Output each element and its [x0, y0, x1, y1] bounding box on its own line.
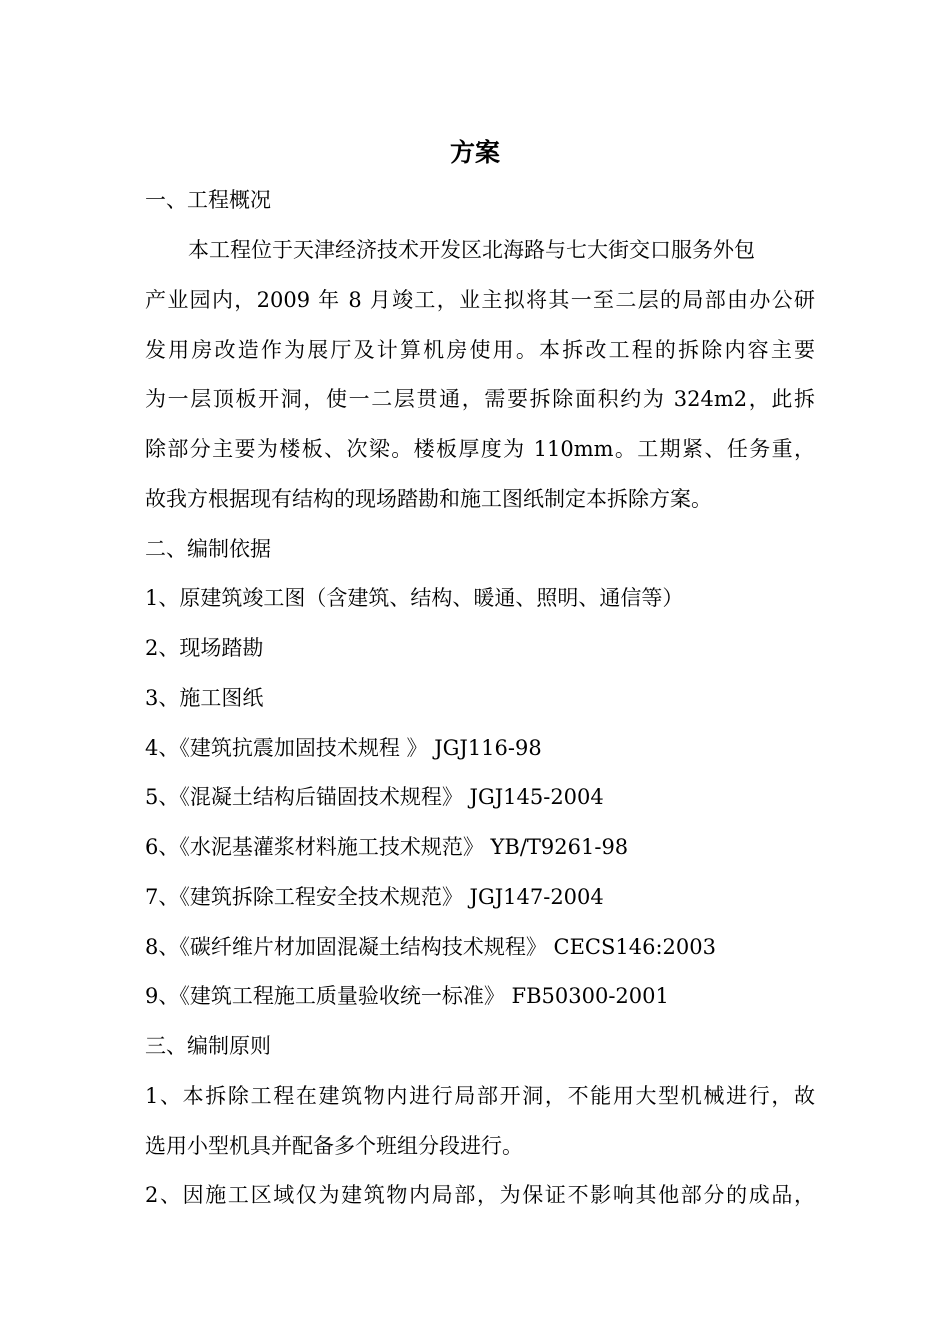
paragraph-line: 选用小型机具并配备多个班组分段进行。 — [145, 1134, 523, 1158]
list-item: 9、《建筑工程施工质量验收统一标准》 FB50300-2001 — [145, 984, 669, 1008]
paragraph-line: 产业园内，2009 年 8 月竣工，业主拟将其一至二层的局部由办公研 — [145, 288, 815, 312]
document-title: 方案 — [449, 138, 500, 167]
section-heading-principles: 三、编制原则 — [145, 1034, 271, 1058]
paragraph-line: 发用房改造作为展厅及计算机房使用。本拆改工程的拆除内容主要 — [145, 338, 815, 362]
section-heading-basis: 二、编制依据 — [145, 537, 271, 561]
list-item: 5、《混凝土结构后锚固技术规程》 JGJ145-2004 — [145, 785, 604, 809]
paragraph-line: 除部分主要为楼板、次梁。楼板厚度为 110mm。工期紧、任务重， — [145, 437, 815, 461]
list-item: 7、《建筑拆除工程安全技术规范》 JGJ147-2004 — [145, 885, 604, 909]
paragraph-line: 1、本拆除工程在建筑物内进行局部开洞，不能用大型机械进行，故 — [145, 1084, 815, 1108]
list-item: 3、施工图纸 — [145, 686, 264, 710]
list-item: 6、《水泥基灌浆材料施工技术规范》 YB/T9261-98 — [145, 835, 629, 859]
paragraph-line: 故我方根据现有结构的现场踏勘和施工图纸制定本拆除方案。 — [145, 487, 712, 511]
list-item: 1、原建筑竣工图（含建筑、结构、暖通、照明、通信等） — [145, 586, 684, 610]
list-item: 8、《碳纤维片材加固混凝土结构技术规程》 CECS146:2003 — [145, 935, 716, 959]
paragraph-line: 为一层顶板开洞，使一二层贯通，需要拆除面积约为 324m2，此拆 — [145, 387, 815, 411]
paragraph-line: 本工程位于天津经济技术开发区北海路与七大街交口服务外包 — [188, 238, 755, 262]
list-item: 4、《建筑抗震加固技术规程 》 JGJ116-98 — [145, 736, 542, 760]
paragraph-line: 2、因施工区域仅为建筑物内局部，为保证不影响其他部分的成品， — [145, 1183, 815, 1207]
list-item: 2、现场踏勘 — [145, 636, 264, 660]
section-heading-overview: 一、工程概况 — [145, 188, 271, 212]
